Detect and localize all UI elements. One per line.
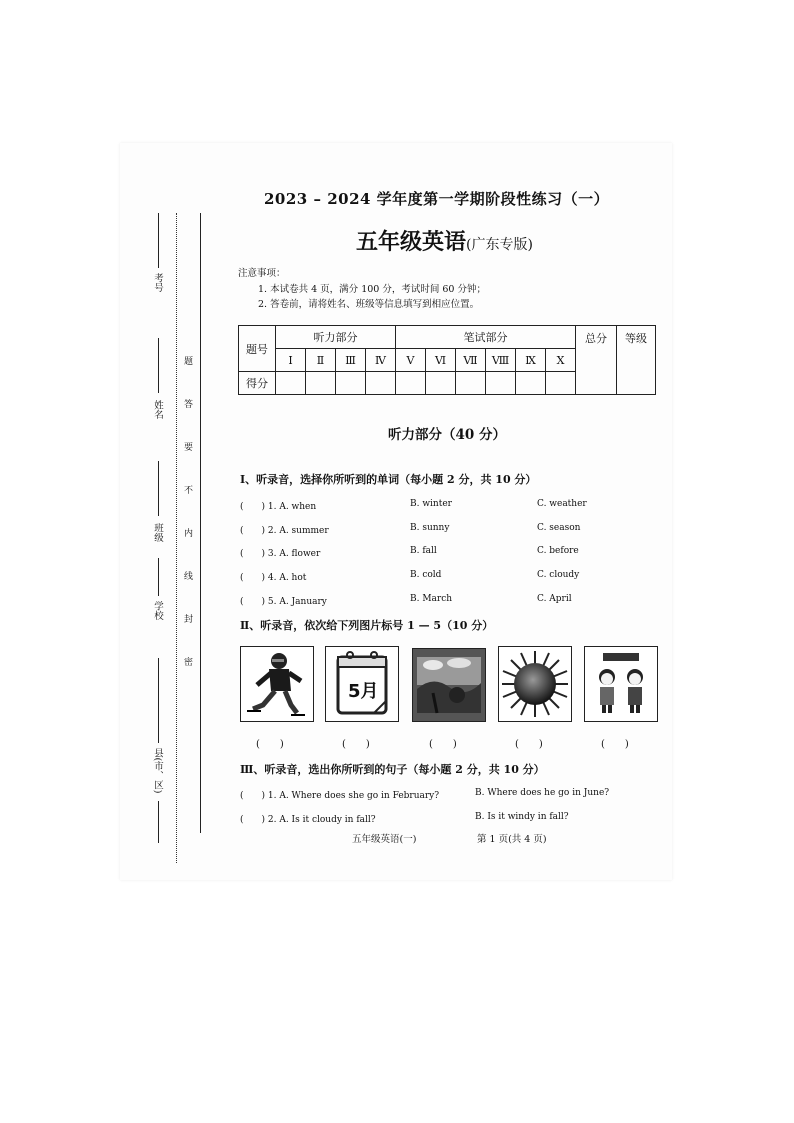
q3-item: ( ) 1. A. Where does she go in February? xyxy=(240,791,440,801)
score-cell[interactable] xyxy=(396,372,426,395)
answer-paren[interactable]: ( ) xyxy=(515,739,543,750)
q1-title: Ⅰ、听录音，选择你所听到的单词（每小题 2 分，共 10 分） xyxy=(240,473,537,486)
footer-page: 第 1 页(共 4 页) xyxy=(477,834,547,845)
score-cell[interactable] xyxy=(276,372,306,395)
footer-left: 五年级英语(一) xyxy=(352,834,417,845)
score-cell[interactable] xyxy=(546,372,576,395)
score-header: 笔试部分 xyxy=(396,326,576,349)
exam-title: 2023 – 2024 学年度第一学期阶段性练习（一） xyxy=(264,190,610,208)
field-county: 县(市、区) xyxy=(152,748,163,794)
field-line xyxy=(158,658,159,743)
field-line xyxy=(158,558,159,596)
q3-option: B. Is it windy in fall? xyxy=(475,812,569,822)
notice-item: 1. 本试卷共 4 页，满分 100 分，考试时间 60 分钟； xyxy=(258,284,486,295)
landscape-image xyxy=(412,648,486,722)
score-numeral: Ⅹ xyxy=(546,349,576,372)
score-numeral: Ⅰ xyxy=(276,349,306,372)
score-row-label: 得分 xyxy=(239,372,276,395)
listening-section-title: 听力部分（40 分） xyxy=(388,427,506,443)
q3-item: ( ) 2. A. Is it cloudy in fall? xyxy=(240,815,376,825)
score-numeral: Ⅱ xyxy=(306,349,336,372)
q1-option: C. before xyxy=(537,546,579,556)
skater-image xyxy=(240,646,314,722)
q1-item: ( ) 2. A. summer xyxy=(240,526,329,536)
score-numeral: Ⅶ xyxy=(456,349,486,372)
answer-paren[interactable]: ( ) xyxy=(256,739,284,750)
field-line xyxy=(158,461,159,516)
answer-paren[interactable]: ( ) xyxy=(342,739,370,750)
field-class: 班级 xyxy=(152,523,163,542)
answer-paren[interactable]: ( ) xyxy=(601,739,629,750)
q1-option: B. fall xyxy=(410,546,437,556)
q1-option: C. cloudy xyxy=(537,570,580,580)
q3-title: Ⅲ、听录音，选出你所听到的句子（每小题 2 分，共 10 分） xyxy=(240,763,545,776)
score-header: 等级 xyxy=(617,326,656,395)
q1-item: ( ) 4. A. hot xyxy=(240,573,307,583)
field-line xyxy=(158,213,159,268)
notice-label: 注意事项： xyxy=(238,268,286,279)
q1-option: B. March xyxy=(410,594,453,604)
calendar-image xyxy=(325,646,399,722)
score-numeral: Ⅲ xyxy=(336,349,366,372)
score-cell[interactable] xyxy=(336,372,366,395)
score-cell[interactable] xyxy=(306,372,336,395)
field-name: 姓名 xyxy=(152,400,163,419)
q1-option: C. season xyxy=(537,523,581,533)
field-exam-number: 考号 xyxy=(152,273,163,292)
field-line xyxy=(158,338,159,393)
score-numeral: Ⅴ xyxy=(396,349,426,372)
children-image xyxy=(584,646,658,722)
q1-option: B. sunny xyxy=(410,523,450,533)
score-cell[interactable] xyxy=(456,372,486,395)
score-cell[interactable] xyxy=(516,372,546,395)
score-numeral: Ⅳ xyxy=(366,349,396,372)
score-cell[interactable] xyxy=(486,372,516,395)
score-header: 听力部分 xyxy=(276,326,396,349)
q1-item: ( ) 1. A. when xyxy=(240,502,317,512)
score-numeral: Ⅵ xyxy=(426,349,456,372)
answer-paren[interactable]: ( ) xyxy=(429,739,457,750)
field-school: 学校 xyxy=(152,601,163,620)
score-numeral: Ⅸ xyxy=(516,349,546,372)
score-cell[interactable] xyxy=(366,372,396,395)
binding-solid-line xyxy=(200,213,201,833)
calendar-label: 5月 xyxy=(348,681,379,702)
exam-subtitle: 五年级英语(广东专版) xyxy=(356,229,533,255)
q1-option: C. April xyxy=(537,594,572,604)
sun-image xyxy=(498,646,572,722)
score-header: 总分 xyxy=(576,326,617,395)
q1-item: ( ) 3. A. flower xyxy=(240,549,321,559)
q1-option: C. weather xyxy=(537,499,587,509)
q3-option: B. Where does he go in June? xyxy=(475,788,610,798)
score-numeral: Ⅷ xyxy=(486,349,516,372)
score-table xyxy=(238,325,656,395)
q1-option: B. winter xyxy=(410,499,452,509)
exam-sheet: 考号 姓名 班级 学校 县(市、区) 题 答 要 不 内 线 封 密 2023 – 2024 学年度第一学期阶段性练习（一） 五年级英语(广东专版) 注意事项： 1. 本试卷共 4 页，满分 100 分，考试时间 60 分钟； 2. 答卷前，请将姓名、班级等信息填写到相应位置。 题号 听力部分 笔试部分 总分 等级 Ⅰ Ⅱ Ⅲ Ⅳ Ⅴ Ⅵ Ⅶ Ⅷ Ⅸ Ⅹ 得分 听力部分（40 分） Ⅰ、听录音，选择你所听到的单词（每小题 2 分，共 10 分） ( ) 1. A. when B. winter C. weather ( ) 2. A. summer B. sunny C. season ( ) 3. A. flower B. fall C. before ( ) 4. A. hot B. cold C. cloudy ( ) 5. A. January B. March C. April Ⅱ、听录音，依次给下列图片标号 1 — 5（10 分） 5月 ( ) ( ) ( ) ( ) ( ) Ⅲ、听录音，选出你所听到的句子（每小题 2 分，共 10 分） ( ) 1. A. Where does she go in February? B. Where does he go in June? ( ) 2. A. Is it cloudy in fall? B. Is it windy in fall? 五年级英语(一) 第 1 页(共 4 页) xyxy=(120,143,672,880)
score-cell[interactable] xyxy=(426,372,456,395)
q1-option: B. cold xyxy=(410,570,442,580)
notice-item: 2. 答卷前，请将姓名、班级等信息填写到相应位置。 xyxy=(258,299,480,310)
score-header: 题号 xyxy=(239,326,276,372)
q2-title: Ⅱ、听录音，依次给下列图片标号 1 — 5（10 分） xyxy=(240,619,494,632)
field-line xyxy=(158,801,159,843)
binding-dotted-line xyxy=(176,213,177,863)
q1-item: ( ) 5. A. January xyxy=(240,597,327,607)
